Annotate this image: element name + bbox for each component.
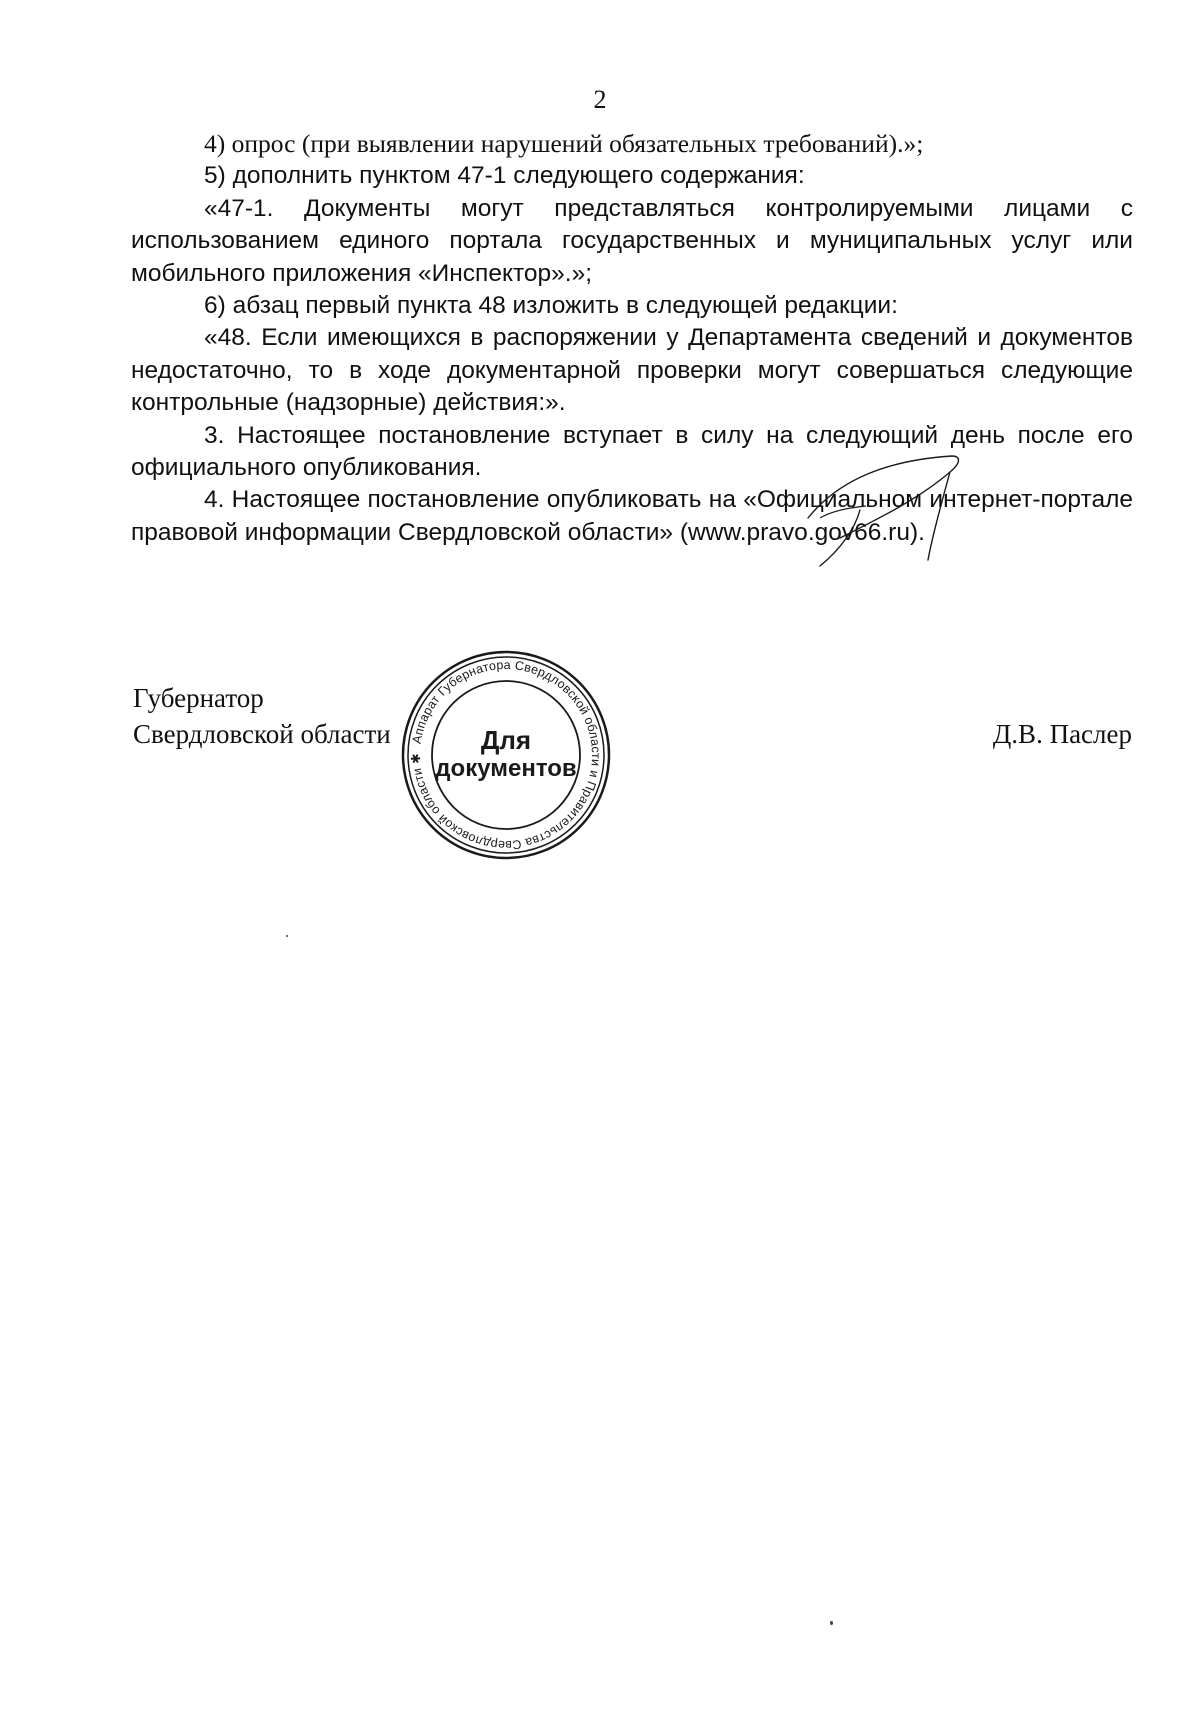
seal-center-line1: Для xyxy=(480,725,532,755)
page-number: 2 xyxy=(593,85,607,114)
paragraph-47-1: «47-1. Документы могут представляться контролируемыми лицами с использованием единого портала государственных и муниципальных услуг или мобильного приложения «Инспектор».»; xyxy=(131,194,1133,287)
paragraph-item-4: 4) опрос (при выявлении нарушений обязательных требований).»; xyxy=(204,129,924,158)
signatory-name: Д.В. Паслер xyxy=(992,719,1132,749)
paragraph-item-5: 5) дополнить пунктом 47-1 следующего содержания: xyxy=(204,162,805,190)
document-body xyxy=(131,128,1133,549)
signatory-region: Свердловской области xyxy=(133,719,391,749)
seal-ring-text: Аппарат Губернатора Свердловской области и Правительства Свердловской области ✱ xyxy=(408,657,604,853)
scan-speck xyxy=(830,1621,833,1625)
scan-speck xyxy=(286,935,288,937)
paragraph-section-3: 3. Настоящее постановление вступает в силу на следующий день после его официального опубликования. xyxy=(131,421,1133,482)
signatory-position xyxy=(133,680,391,752)
paragraph-item-6: 6) абзац первый пункта 48 изложить в следующей редакции: xyxy=(204,292,898,320)
handwritten-signature xyxy=(800,448,980,568)
paragraph-48: «48. Если имеющихся в распоряжении у Департамента сведений и документов недостаточно, то в ходе документарной проверки могут совершаться следующие контрольные (надзорные) действия:». xyxy=(131,324,1133,417)
official-seal xyxy=(400,649,612,861)
seal-center-line2: документов xyxy=(435,755,577,782)
paragraph-section-4: 4. Настоящее постановление опубликовать на «Официальном интернет-портале правовой информации Свердловской области» (www.pravo.gov66.ru). xyxy=(131,486,1133,546)
signatory-title: Губернатор xyxy=(133,683,264,713)
